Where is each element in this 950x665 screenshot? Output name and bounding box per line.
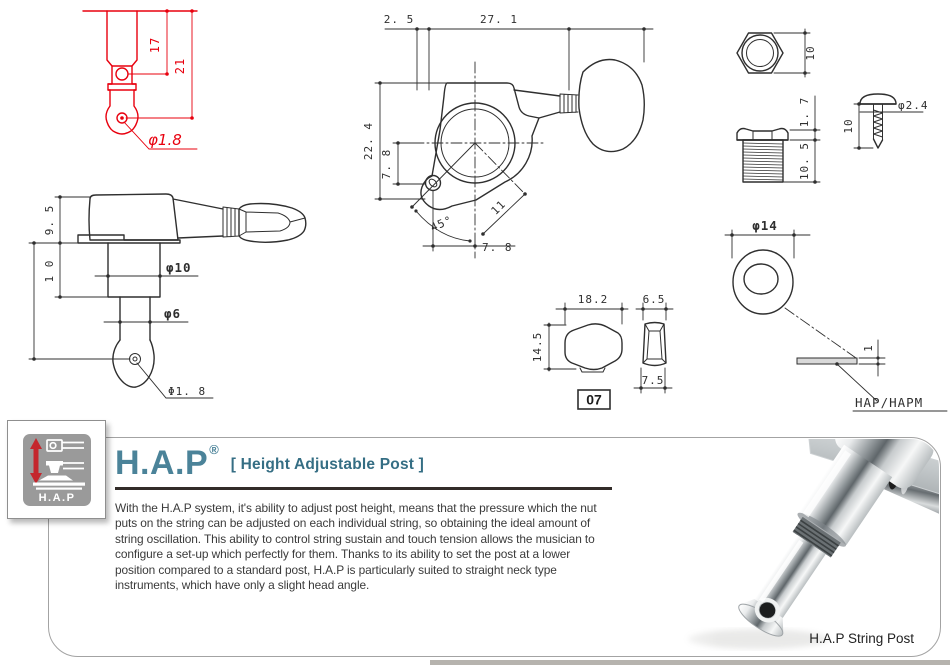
button-dims-drawing [528,290,680,415]
dim-dia-14: φ14 [752,218,778,233]
hap-hapm-label: HAP/HAPM [855,395,924,410]
dim-7-5: 7.5 [641,374,665,387]
dim-7-8-bottom: 7. 8 [482,241,513,254]
dim-dia-2-4: φ2.4 [898,99,929,112]
dim-27-1: 27. 1 [479,13,519,26]
dim-10-side: 1 0 [43,259,56,283]
hap-logo-box [7,420,106,519]
dim-18-2: 18.2 [577,293,609,306]
tuning-button-front [579,60,644,152]
hap-logo-icon [23,434,91,506]
tuning-button-side [239,204,306,243]
washer-drawing [715,218,950,413]
dim-dia-1-8-side: Φ1. 8 [168,385,207,398]
red-string-post-drawing [60,0,240,175]
dim-6-5: 6.5 [642,293,666,306]
dim-dia-1-8-red: φ1.8 [148,131,182,149]
hap-description: With the H.A.P system, it's ability to adjust post height, means that the pressure which the nut puts on the string can be adjusted on each individual string, so obtaining the ideal amount of string oscillation. This ability to control string sustain and touch tension allows the musician to configure a set-up which perfectly for them. Thanks to its ability to set the post at a lower position compared to a standard post, H.A.P is particularly suited to straight neck type instruments, which have only a slight head angle. [115,501,597,593]
dim-45deg: 45° [428,213,455,235]
dim-dia-6: φ6 [164,306,182,321]
logo-text: H.A.P [38,491,75,504]
front-view-drawing [355,10,675,265]
button-front-view [565,324,622,370]
hap-info-panel [48,437,941,657]
thread-hatching [743,143,783,180]
dim-21: 21 [173,57,187,75]
hex-nut-drawing [700,15,830,90]
string-post-photo [648,439,939,655]
dim-dia-10: φ10 [166,260,192,275]
dim-screw-10: 10 [842,118,855,134]
hap-title: H.A.P [115,444,209,482]
dim-washer-1: 1 [862,344,875,352]
dim-nut-10: 10 [804,45,817,61]
bushing-drawing [710,88,835,193]
dim-9-5: 9. 5 [43,204,56,236]
string-hole [116,68,128,80]
washer-side-view [797,358,857,364]
dim-7-8-left: 7. 8 [380,148,393,180]
dim-1-7: 1. 7 [798,96,811,128]
page-edge-strip [430,660,950,665]
screw-drawing [835,85,945,160]
hap-heading-block [115,444,612,605]
string-hole-side [130,354,141,365]
dim-2-5: 2. 5 [383,13,415,26]
registered-mark: ® [209,442,219,457]
button-code: 07 [586,391,602,408]
dim-17: 17 [148,36,162,54]
dim-14-5: 14.5 [531,331,544,363]
dim-10-5: 10. 5 [798,141,811,181]
photo-caption: H.A.P String Post [809,631,914,646]
dim-11: 11 [488,197,509,218]
hap-subtitle: [ Height Adjustable Post ] [230,456,424,473]
string-post [697,439,939,655]
mount-screw-hole [426,176,441,191]
dim-22-4: 22. 4 [362,121,375,161]
heading-rule [115,487,612,490]
side-view-drawing [20,185,320,415]
